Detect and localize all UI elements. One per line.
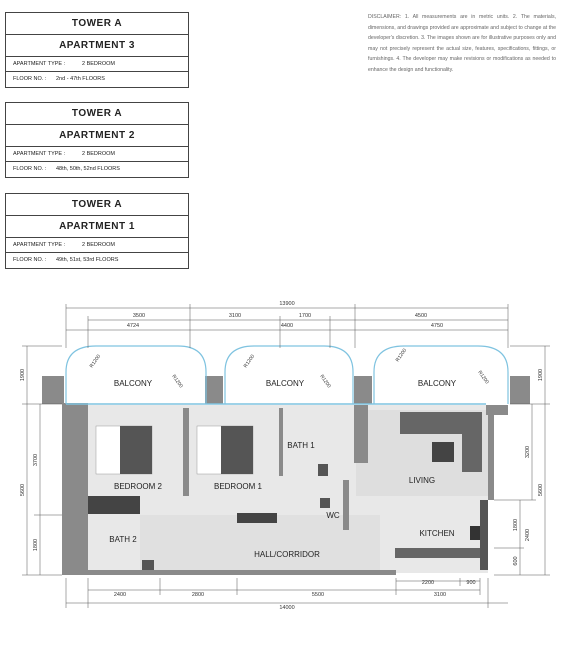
floor-label: FLOOR NO. : — [13, 76, 47, 82]
column — [510, 376, 530, 404]
bed-2-cover — [120, 426, 152, 474]
wall-wc — [343, 480, 349, 530]
radius-label: R1200 — [170, 373, 184, 390]
dim-right-f: 600 — [513, 556, 519, 566]
apartment-heading: APARTMENT 1 — [6, 216, 188, 238]
room-label-hall: HALL/CORRIDOR — [254, 550, 320, 559]
room-label-bedroom-1: BEDROOM 1 — [213, 482, 263, 491]
wall-bedroom2-bottom — [88, 496, 140, 514]
balcony-3-outline — [374, 346, 508, 404]
dim-bottom-b: 2800 — [191, 592, 205, 598]
kitchen-counter — [480, 500, 488, 570]
apartment-type-label: APARTMENT TYPE : — [13, 151, 66, 157]
wall-right — [488, 405, 494, 500]
dim-top-f: 4400 — [280, 323, 294, 329]
tower-heading: TOWER A — [6, 103, 188, 125]
column — [486, 405, 508, 415]
dim-bottom-e: 2200 — [421, 580, 435, 586]
dim-left-a: 1900 — [20, 368, 26, 382]
tower-heading: TOWER A — [6, 194, 188, 216]
floor-label: FLOOR NO. : — [13, 257, 47, 263]
apartment-type-value: 2 BEDROOM — [82, 61, 116, 67]
room-label-balcony-3: BALCONY — [417, 379, 457, 388]
dim-top-e: 4724 — [126, 323, 140, 329]
dim-top-c: 1700 — [298, 313, 312, 319]
dim-top-b: 3100 — [228, 313, 242, 319]
dim-top-g: 4750 — [430, 323, 444, 329]
room-label-living: LIVING — [408, 476, 436, 485]
floor-value: 2nd - 47th FLOORS — [56, 76, 105, 82]
apartment-heading: APARTMENT 3 — [6, 35, 188, 57]
radius-label: R1200 — [318, 373, 332, 390]
sofa-side — [462, 412, 482, 472]
coffee-table — [432, 442, 454, 462]
apartment-type-value: 2 BEDROOM — [82, 242, 116, 248]
floor-label: FLOOR NO. : — [13, 166, 47, 172]
room-label-bath-2: BATH 2 — [109, 535, 137, 544]
wall-bath1 — [279, 408, 283, 476]
apartment-type-label: APARTMENT TYPE : — [13, 61, 66, 67]
dim-right-d: 1800 — [513, 518, 519, 532]
dim-top-total: 13900 — [279, 301, 295, 307]
dim-bottom-d: 3100 — [433, 592, 447, 598]
column — [354, 405, 368, 463]
bath1-toilet — [318, 464, 328, 476]
dim-right-b: 3200 — [525, 445, 531, 459]
floor-value: 48th, 50th, 52nd FLOORS — [56, 166, 120, 172]
floor-value: 49th, 51st, 53rd FLOORS — [56, 257, 119, 263]
dim-right-e: 2400 — [525, 528, 531, 542]
room-label-bedroom-2: BEDROOM 2 — [113, 482, 163, 491]
column — [42, 376, 64, 404]
dim-bottom-c: 5500 — [311, 592, 325, 598]
dim-left-c: 5600 — [20, 483, 26, 497]
wall-bedroom-divider — [183, 408, 189, 496]
dim-left-d: 1800 — [33, 538, 39, 552]
kitchen-appliance — [470, 526, 480, 540]
dim-top-d: 4500 — [414, 313, 428, 319]
column — [205, 376, 223, 404]
disclaimer-text: DISCLAIMER: 1. All measurements are in metric units. 2. The materials, dimensions, and drawings provided are approximate and subject to change at the developer's discretion. 3. The images shown are for illustrative purposes only and may not precisely represent the actual size, features, specifications, fittings, or furnishings. 4. The developer may make revisions or modifications as needed to enhance the design and functionality. — [368, 14, 556, 73]
apartment-type-value: 2 BEDROOM — [82, 151, 116, 157]
room-label-balcony-2: BALCONY — [265, 379, 305, 388]
tower-heading: TOWER A — [6, 13, 188, 35]
wall-bottom — [62, 570, 396, 575]
room-label-balcony-1: BALCONY — [113, 379, 153, 388]
bed-1-cover — [221, 426, 253, 474]
balcony-1-outline — [66, 346, 206, 404]
wall-bedroom1-bottom — [237, 513, 277, 523]
bath2-toilet — [142, 560, 154, 570]
wall-bath2 — [84, 518, 88, 570]
dim-top-a: 3500 — [132, 313, 146, 319]
radius-label: R1200 — [394, 347, 409, 364]
apartment-heading: APARTMENT 2 — [6, 125, 188, 147]
radius-label: R1200 — [476, 369, 490, 386]
dim-bottom-a: 2400 — [113, 592, 127, 598]
dim-bottom-total: 14000 — [279, 605, 295, 611]
wall-kitchen — [395, 548, 480, 558]
wc-fixture — [320, 498, 330, 508]
room-label-bath-1: BATH 1 — [287, 441, 315, 450]
dim-right-c: 5600 — [538, 483, 544, 497]
room-label-kitchen: KITCHEN — [419, 529, 455, 538]
radius-label: R1200 — [88, 353, 103, 370]
radius-label: R1200 — [242, 353, 257, 370]
dim-right-a: 1900 — [538, 368, 544, 382]
balcony-2-outline — [225, 346, 353, 404]
column — [354, 376, 372, 404]
room-label-wc: WC — [326, 511, 340, 520]
dim-bottom-f: 900 — [466, 580, 476, 586]
dim-left-b: 3700 — [33, 453, 39, 467]
apartment-type-label: APARTMENT TYPE : — [13, 242, 66, 248]
